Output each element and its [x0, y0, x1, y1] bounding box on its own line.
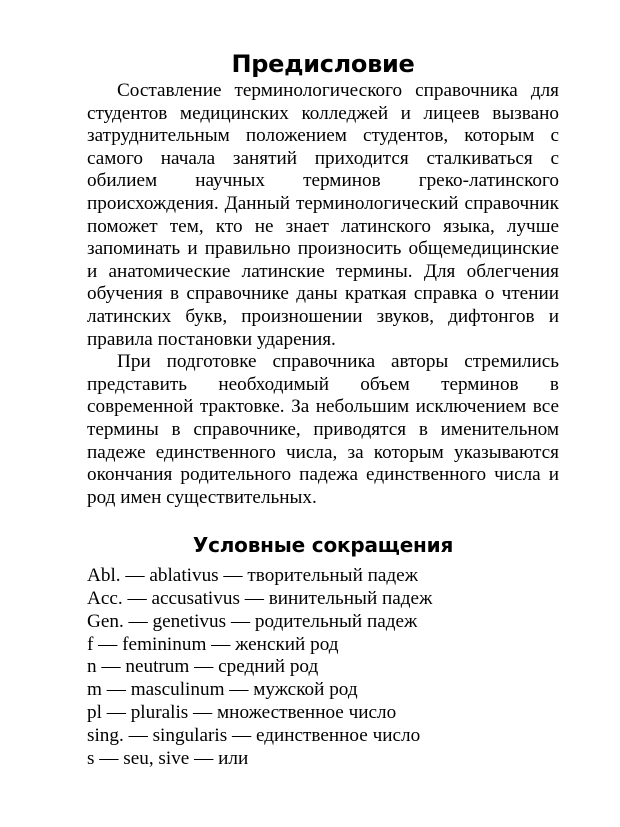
abbreviations-title: Условные сокращения [192, 533, 454, 558]
abbreviation-item: Abl. — ablativus — творительный падеж [87, 565, 418, 587]
abbreviation-item: n — neutrum — средний род [87, 656, 319, 678]
abbreviations-list [87, 565, 559, 770]
preface-paragraph-2: При подготовке справочника авторы стремились представить необходимый объем терминов в современной трактовке. За небольшим исключением все термины в справочнике, приводятся в именительном падеже единственного числа, за которым указываются окончания родительного падежа единственного числа и род имен существительных. [87, 351, 559, 508]
preface-paragraph-1: Составление терминологического справочника для студентов медицинских колледжей и лицеев вызвано затруднительным положением студентов, которым с самого начала занятий приходится сталкиваться с обилием научных терминов греко-латинского происхождения. Данный терминологический справочник поможет тем, кто не знает латинского языка, лучше запоминать и правильно произносить общемедицинские и анатомические латинские термины. Для облегчения обучения в справочнике даны краткая справка о чтении латинских букв, произношении звуков, дифтонгов и правила постановки ударения. [87, 80, 559, 350]
document-page [87, 48, 559, 770]
abbreviation-item: Gen. — genetivus — родительный падеж [87, 610, 418, 632]
abbreviation-item: Acc. — accusativus — винительный падеж [87, 588, 433, 610]
abbreviation-item: f — femininum — женский род [87, 633, 339, 655]
abbreviation-item: s — seu, sive — или [87, 747, 249, 769]
abbreviation-item: sing. — singularis — единственное число [87, 724, 421, 746]
preface-title: Предисловие [231, 50, 415, 78]
abbreviation-item: m — masculinum — мужской род [87, 679, 358, 701]
abbreviation-item: pl — pluralis — множественное число [87, 702, 397, 724]
